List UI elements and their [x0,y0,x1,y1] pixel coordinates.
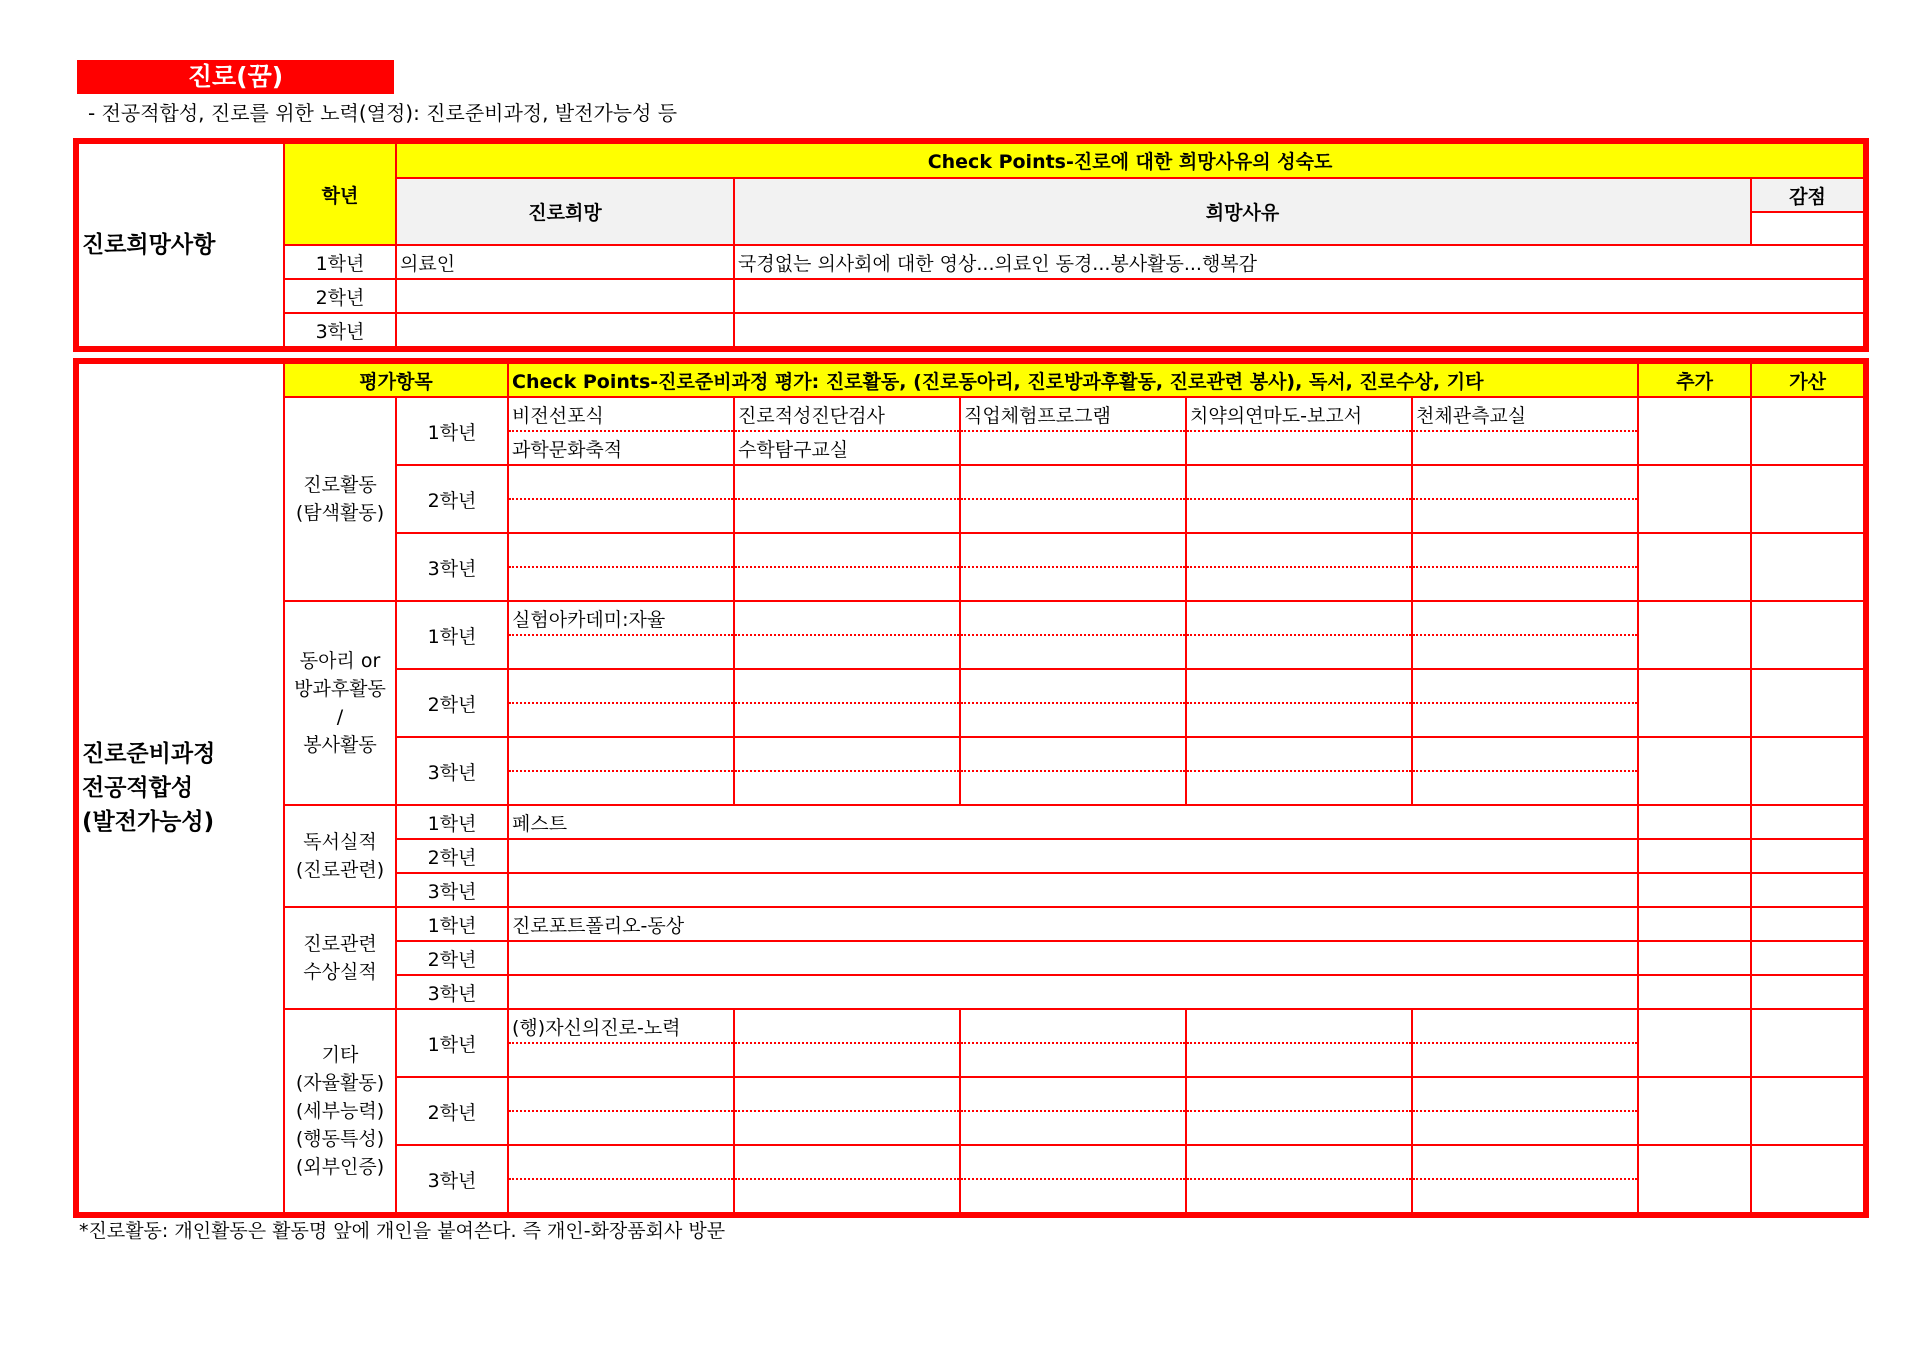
activity-cell[interactable] [1186,499,1412,533]
eval-category-line: (행동특성) [295,1128,385,1150]
activity-cell[interactable] [734,465,960,499]
activity-cell[interactable] [960,465,1186,499]
activity-cell[interactable] [508,1077,734,1111]
add-score-cell[interactable] [1638,1077,1751,1145]
bonus-score-cell[interactable] [1751,397,1864,465]
eval-category-line: / [336,706,344,728]
activity-cell[interactable]: 직업체험프로그램 [960,397,1186,431]
bonus-score-cell[interactable] [1751,737,1864,805]
add-score-cell[interactable] [1638,737,1751,805]
activity-cell[interactable] [508,975,1638,1009]
eval-category-label [284,1009,396,1213]
activity-cell[interactable] [508,1043,734,1077]
activity-cell[interactable] [508,669,734,703]
activity-cell[interactable] [734,771,960,805]
eval-category-label [284,805,396,907]
activity-cell[interactable] [734,1009,960,1043]
add-score-cell[interactable] [1638,975,1751,1009]
activity-cell[interactable] [960,499,1186,533]
activity-cell[interactable]: 진로적성진단검사 [734,397,960,431]
bonus-score-cell[interactable] [1751,873,1864,907]
deduction-cell[interactable] [1751,212,1864,245]
activity-cell[interactable] [960,703,1186,737]
activity-cell[interactable]: 비전선포식 [508,397,734,431]
bonus-score-cell[interactable] [1751,1009,1864,1077]
eval-category-line: 봉사활동 [303,734,377,756]
hope-reason-column-header: 희망사유 [734,178,1751,245]
activity-cell[interactable] [1412,431,1638,465]
add-score-cell[interactable] [1638,907,1751,941]
activity-cell[interactable] [508,839,1638,873]
activity-cell[interactable] [508,1179,734,1213]
grade-label: 3학년 [396,975,508,1009]
activity-cell[interactable] [1412,1077,1638,1111]
activity-cell[interactable] [1186,1179,1412,1213]
activity-cell[interactable] [1412,1145,1638,1179]
activity-cell[interactable] [1186,1111,1412,1145]
activity-cell[interactable] [734,601,960,635]
eval-category-line: (탐색활동) [295,502,385,524]
activity-cell[interactable] [1412,1179,1638,1213]
activity-cell[interactable] [1412,465,1638,499]
career-prep-section-label [78,363,284,1213]
bonus-score-cell[interactable] [1751,941,1864,975]
hope-reason-cell[interactable] [734,279,1864,313]
activity-cell[interactable] [508,1111,734,1145]
activity-cell[interactable] [1412,737,1638,771]
eval-category-line: (외부인증) [295,1156,385,1178]
activity-cell[interactable] [1186,669,1412,703]
footnote: *진로활동: 개인활동은 활동명 앞에 개인을 붙여쓴다. 즉 개인-화장품회사 방문 [79,1220,726,1242]
eval-category-line: 기타 [321,1044,359,1066]
activity-cell[interactable] [960,1009,1186,1043]
activity-cell[interactable] [1412,601,1638,635]
activity-cell[interactable]: (행)자신의진로-노력 [508,1009,734,1043]
bonus-score-cell[interactable] [1751,975,1864,1009]
activity-cell[interactable] [960,669,1186,703]
hope-reason-cell[interactable]: 국경없는 의사회에 대한 영상...의료인 동경...봉사활동...행복감 [734,245,1864,279]
bonus-column-header: 가산 [1751,363,1864,397]
grade-label: 1학년 [396,805,508,839]
activity-cell[interactable] [1412,703,1638,737]
career-prep-table [77,362,1865,1214]
grade-label: 2학년 [396,839,508,873]
activity-cell[interactable] [508,873,1638,907]
activity-cell[interactable]: 진로포트폴리오-동상 [508,907,1638,941]
activity-cell[interactable] [960,533,1186,567]
activity-cell[interactable] [1186,1009,1412,1043]
add-score-cell[interactable] [1638,805,1751,839]
activity-cell[interactable] [960,737,1186,771]
bonus-score-cell[interactable] [1751,669,1864,737]
activity-cell[interactable] [960,1077,1186,1111]
activity-cell[interactable] [734,1145,960,1179]
bonus-score-cell[interactable] [1751,839,1864,873]
add-score-cell[interactable] [1638,465,1751,533]
activity-cell[interactable]: 실험아카데미:자율 [508,601,734,635]
grade-label: 3학년 [396,533,508,601]
activity-cell[interactable]: 과학문화축적 [508,431,734,465]
grade-label: 1학년 [284,245,396,279]
section-label-line: 진로준비과정 [82,741,216,767]
grade-label: 3학년 [284,313,396,347]
career-hope-column-header: 진로희망 [396,178,734,245]
grade-label: 1학년 [396,907,508,941]
activity-cell[interactable] [1186,737,1412,771]
activity-cell[interactable] [960,431,1186,465]
career-hope-cell[interactable]: 의료인 [396,245,734,279]
grade-header: 학년 [284,143,396,245]
grade-label: 3학년 [396,873,508,907]
add-score-cell[interactable] [1638,533,1751,601]
activity-cell[interactable] [1412,1111,1638,1145]
activity-cell[interactable] [508,703,734,737]
activity-cell[interactable] [1186,771,1412,805]
bonus-score-cell[interactable] [1751,805,1864,839]
activity-cell[interactable]: 천체관측교실 [1412,397,1638,431]
section-label-line: 전공적합성 [82,775,194,801]
activity-cell[interactable] [734,703,960,737]
activity-cell[interactable] [960,1145,1186,1179]
grade-label: 2학년 [396,669,508,737]
activity-cell[interactable] [1412,499,1638,533]
eval-category-line: (자율활동) [295,1072,385,1094]
section-label-line: (발전가능성) [82,809,215,835]
activity-cell[interactable] [1186,703,1412,737]
activity-cell[interactable] [508,1145,734,1179]
add-score-cell[interactable] [1638,1009,1751,1077]
bonus-score-cell[interactable] [1751,907,1864,941]
add-score-cell[interactable] [1638,669,1751,737]
career-hope-cell[interactable] [396,313,734,347]
activity-cell[interactable] [734,1077,960,1111]
add-score-cell[interactable] [1638,839,1751,873]
activity-cell[interactable] [960,601,1186,635]
grade-label: 2학년 [396,1077,508,1145]
grade-label: 3학년 [396,1145,508,1213]
eval-category-line: (진로관련) [295,859,385,881]
activity-cell[interactable] [508,567,734,601]
add-score-cell[interactable] [1638,397,1751,465]
activity-cell[interactable] [1186,533,1412,567]
hope-reason-cell[interactable] [734,313,1864,347]
activity-cell[interactable] [1412,669,1638,703]
activity-cell[interactable] [1412,567,1638,601]
career-hope-section-label: 진로희망사항 [78,143,284,347]
activity-cell[interactable] [1186,465,1412,499]
eval-category-line: 독서실적 [303,831,377,853]
activity-cell[interactable] [1412,533,1638,567]
add-column-header: 추가 [1638,363,1751,397]
activity-cell[interactable] [1186,1077,1412,1111]
grade-label: 2학년 [396,941,508,975]
activity-cell[interactable] [960,635,1186,669]
activity-cell[interactable] [508,737,734,771]
eval-category-line: (세부능력) [295,1100,385,1122]
activity-cell[interactable] [960,771,1186,805]
activity-cell[interactable] [1186,567,1412,601]
activity-cell[interactable] [508,499,734,533]
grade-label: 2학년 [396,465,508,533]
activity-cell[interactable] [1412,771,1638,805]
add-score-cell[interactable] [1638,941,1751,975]
activity-cell[interactable] [1412,635,1638,669]
grade-label: 1학년 [396,1009,508,1077]
activity-cell[interactable] [734,635,960,669]
activity-cell[interactable]: 페스트 [508,805,1638,839]
eval-category-line: 수상실적 [303,961,377,983]
eval-category-line: 진로관련 [303,933,377,955]
eval-category-label [284,397,396,601]
checkpoints-header: Check Points-진로준비과정 평가: 진로활동, (진로동아리, 진로방과후활동, 진로관련 봉사), 독서, 진로수상, 기타 [508,363,1638,397]
activity-cell[interactable] [1186,431,1412,465]
bonus-score-cell[interactable] [1751,1077,1864,1145]
bonus-score-cell[interactable] [1751,601,1864,669]
activity-cell[interactable] [734,737,960,771]
activity-cell[interactable] [508,941,1638,975]
activity-cell[interactable] [734,499,960,533]
bonus-score-cell[interactable] [1751,1145,1864,1213]
activity-cell[interactable]: 수학탐구교실 [734,431,960,465]
add-score-cell[interactable] [1638,601,1751,669]
activity-cell[interactable] [734,1179,960,1213]
career-hope-cell[interactable] [396,279,734,313]
activity-cell[interactable] [508,771,734,805]
grade-label: 1학년 [396,601,508,669]
activity-cell[interactable] [1186,1145,1412,1179]
eval-category-line: 방과후활동 [294,678,386,700]
activity-cell[interactable] [508,635,734,669]
bonus-score-cell[interactable] [1751,465,1864,533]
activity-cell[interactable] [1412,1043,1638,1077]
activity-cell[interactable] [1186,601,1412,635]
activity-cell[interactable]: 치약의연마도-보고서 [1186,397,1412,431]
activity-cell[interactable] [734,567,960,601]
activity-cell[interactable] [1186,1043,1412,1077]
eval-item-header: 평가항목 [284,363,508,397]
grade-label: 3학년 [396,737,508,805]
eval-category-line: 동아리 or [299,650,381,672]
activity-cell[interactable] [960,1179,1186,1213]
activity-cell[interactable] [1186,635,1412,669]
activity-cell[interactable] [960,567,1186,601]
grade-label: 2학년 [284,279,396,313]
activity-cell[interactable] [960,1111,1186,1145]
grade-label: 1학년 [396,397,508,465]
activity-cell[interactable] [734,669,960,703]
activity-cell[interactable] [734,1043,960,1077]
page-subtitle: - 전공적합성, 진로를 위한 노력(열정): 진로준비과정, 발전가능성 등 [88,101,678,125]
add-score-cell[interactable] [1638,873,1751,907]
activity-cell[interactable] [734,533,960,567]
eval-category-label [284,601,396,805]
activity-cell[interactable] [508,465,734,499]
checkpoints-header: Check Points-진로에 대한 희망사유의 성숙도 [396,143,1864,178]
eval-category-label [284,907,396,1009]
activity-cell[interactable] [508,533,734,567]
activity-cell[interactable] [734,1111,960,1145]
eval-category-line: 진로활동 [303,474,377,496]
page-title: 진로(꿈) [77,60,394,94]
bonus-score-cell[interactable] [1751,533,1864,601]
career-hope-table [77,142,1865,348]
activity-cell[interactable] [1412,1009,1638,1043]
deduction-column-header: 감점 [1751,178,1864,212]
add-score-cell[interactable] [1638,1145,1751,1213]
activity-cell[interactable] [960,1043,1186,1077]
